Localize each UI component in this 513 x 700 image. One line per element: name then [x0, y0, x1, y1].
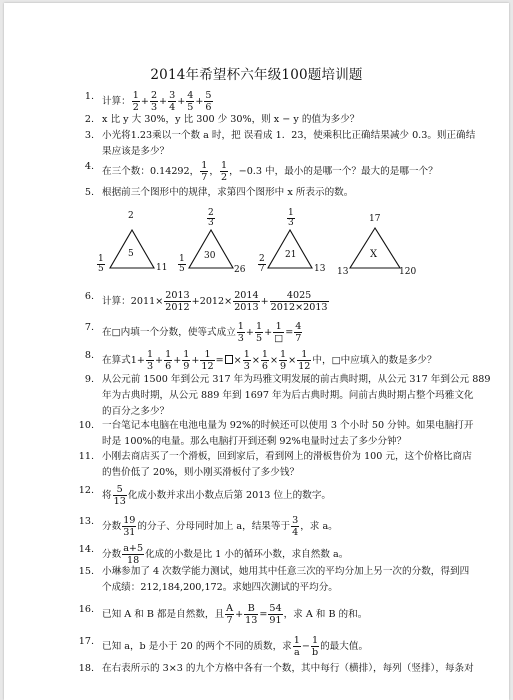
triangle-2-top: 2 3	[208, 208, 214, 228]
triangle-2	[189, 230, 233, 268]
triangle-2-right: 26	[234, 265, 246, 275]
triangle-3-top: 1 3	[288, 208, 294, 228]
fraction: $\frac{3}{4}$	[169, 90, 176, 113]
question-body: 计算： $\frac{1}{2}$ + $\frac{2}{3}$ + $\frac{3}{4}$ + $\frac{4}{5}$ + $\frac{5}{6}$	[102, 90, 212, 113]
fraction: $\frac{2}{3}$	[150, 90, 158, 113]
fraction: $\frac{2013}{2012}$	[165, 290, 190, 313]
blank-box	[225, 355, 233, 364]
fraction: $\frac{1}{7}$	[201, 160, 208, 183]
fraction: $\frac{1}{2}$	[220, 160, 228, 183]
fraction: $\frac{1}{3}$	[237, 321, 244, 344]
question-number: 1.	[84, 91, 94, 102]
triangle-4	[350, 228, 400, 268]
triangle-4-center: X	[370, 249, 378, 260]
fraction: $\frac{4}{7}$	[295, 321, 302, 344]
triangle-3-right: 13	[314, 264, 326, 274]
triangle-1-left: 1 5	[98, 254, 104, 274]
triangle-4-top: 17	[369, 214, 381, 224]
triangle-2-center: 30	[204, 251, 216, 261]
page-title: 2014年希望杯六年级100题培训题	[150, 67, 363, 83]
fraction: $\frac{4}{5}$	[187, 90, 194, 113]
triangle-2-left: 1 5	[179, 254, 185, 274]
triangle-1-center: 5	[128, 249, 134, 259]
fraction: $\frac{4025}{2012\times 2013}$	[270, 290, 328, 313]
triangle-3-left: 2 7	[259, 254, 265, 274]
triangle-3-center: 21	[285, 250, 297, 260]
triangle-1-right: 11	[156, 263, 168, 273]
fraction: $\frac{5}{6}$	[205, 90, 212, 113]
fraction: $\frac{1}{□}$	[274, 321, 284, 344]
triangle-4-right: 120	[399, 267, 417, 277]
triangle-4-left: 13	[337, 267, 349, 277]
fraction: $\frac{2014}{2013}$	[234, 290, 259, 313]
triangle-1-top: 2	[128, 211, 134, 221]
fraction: $\frac{1}{2}$	[132, 90, 139, 113]
triangle-3	[268, 230, 312, 268]
fraction: $\frac{1}{5}$	[255, 321, 263, 344]
